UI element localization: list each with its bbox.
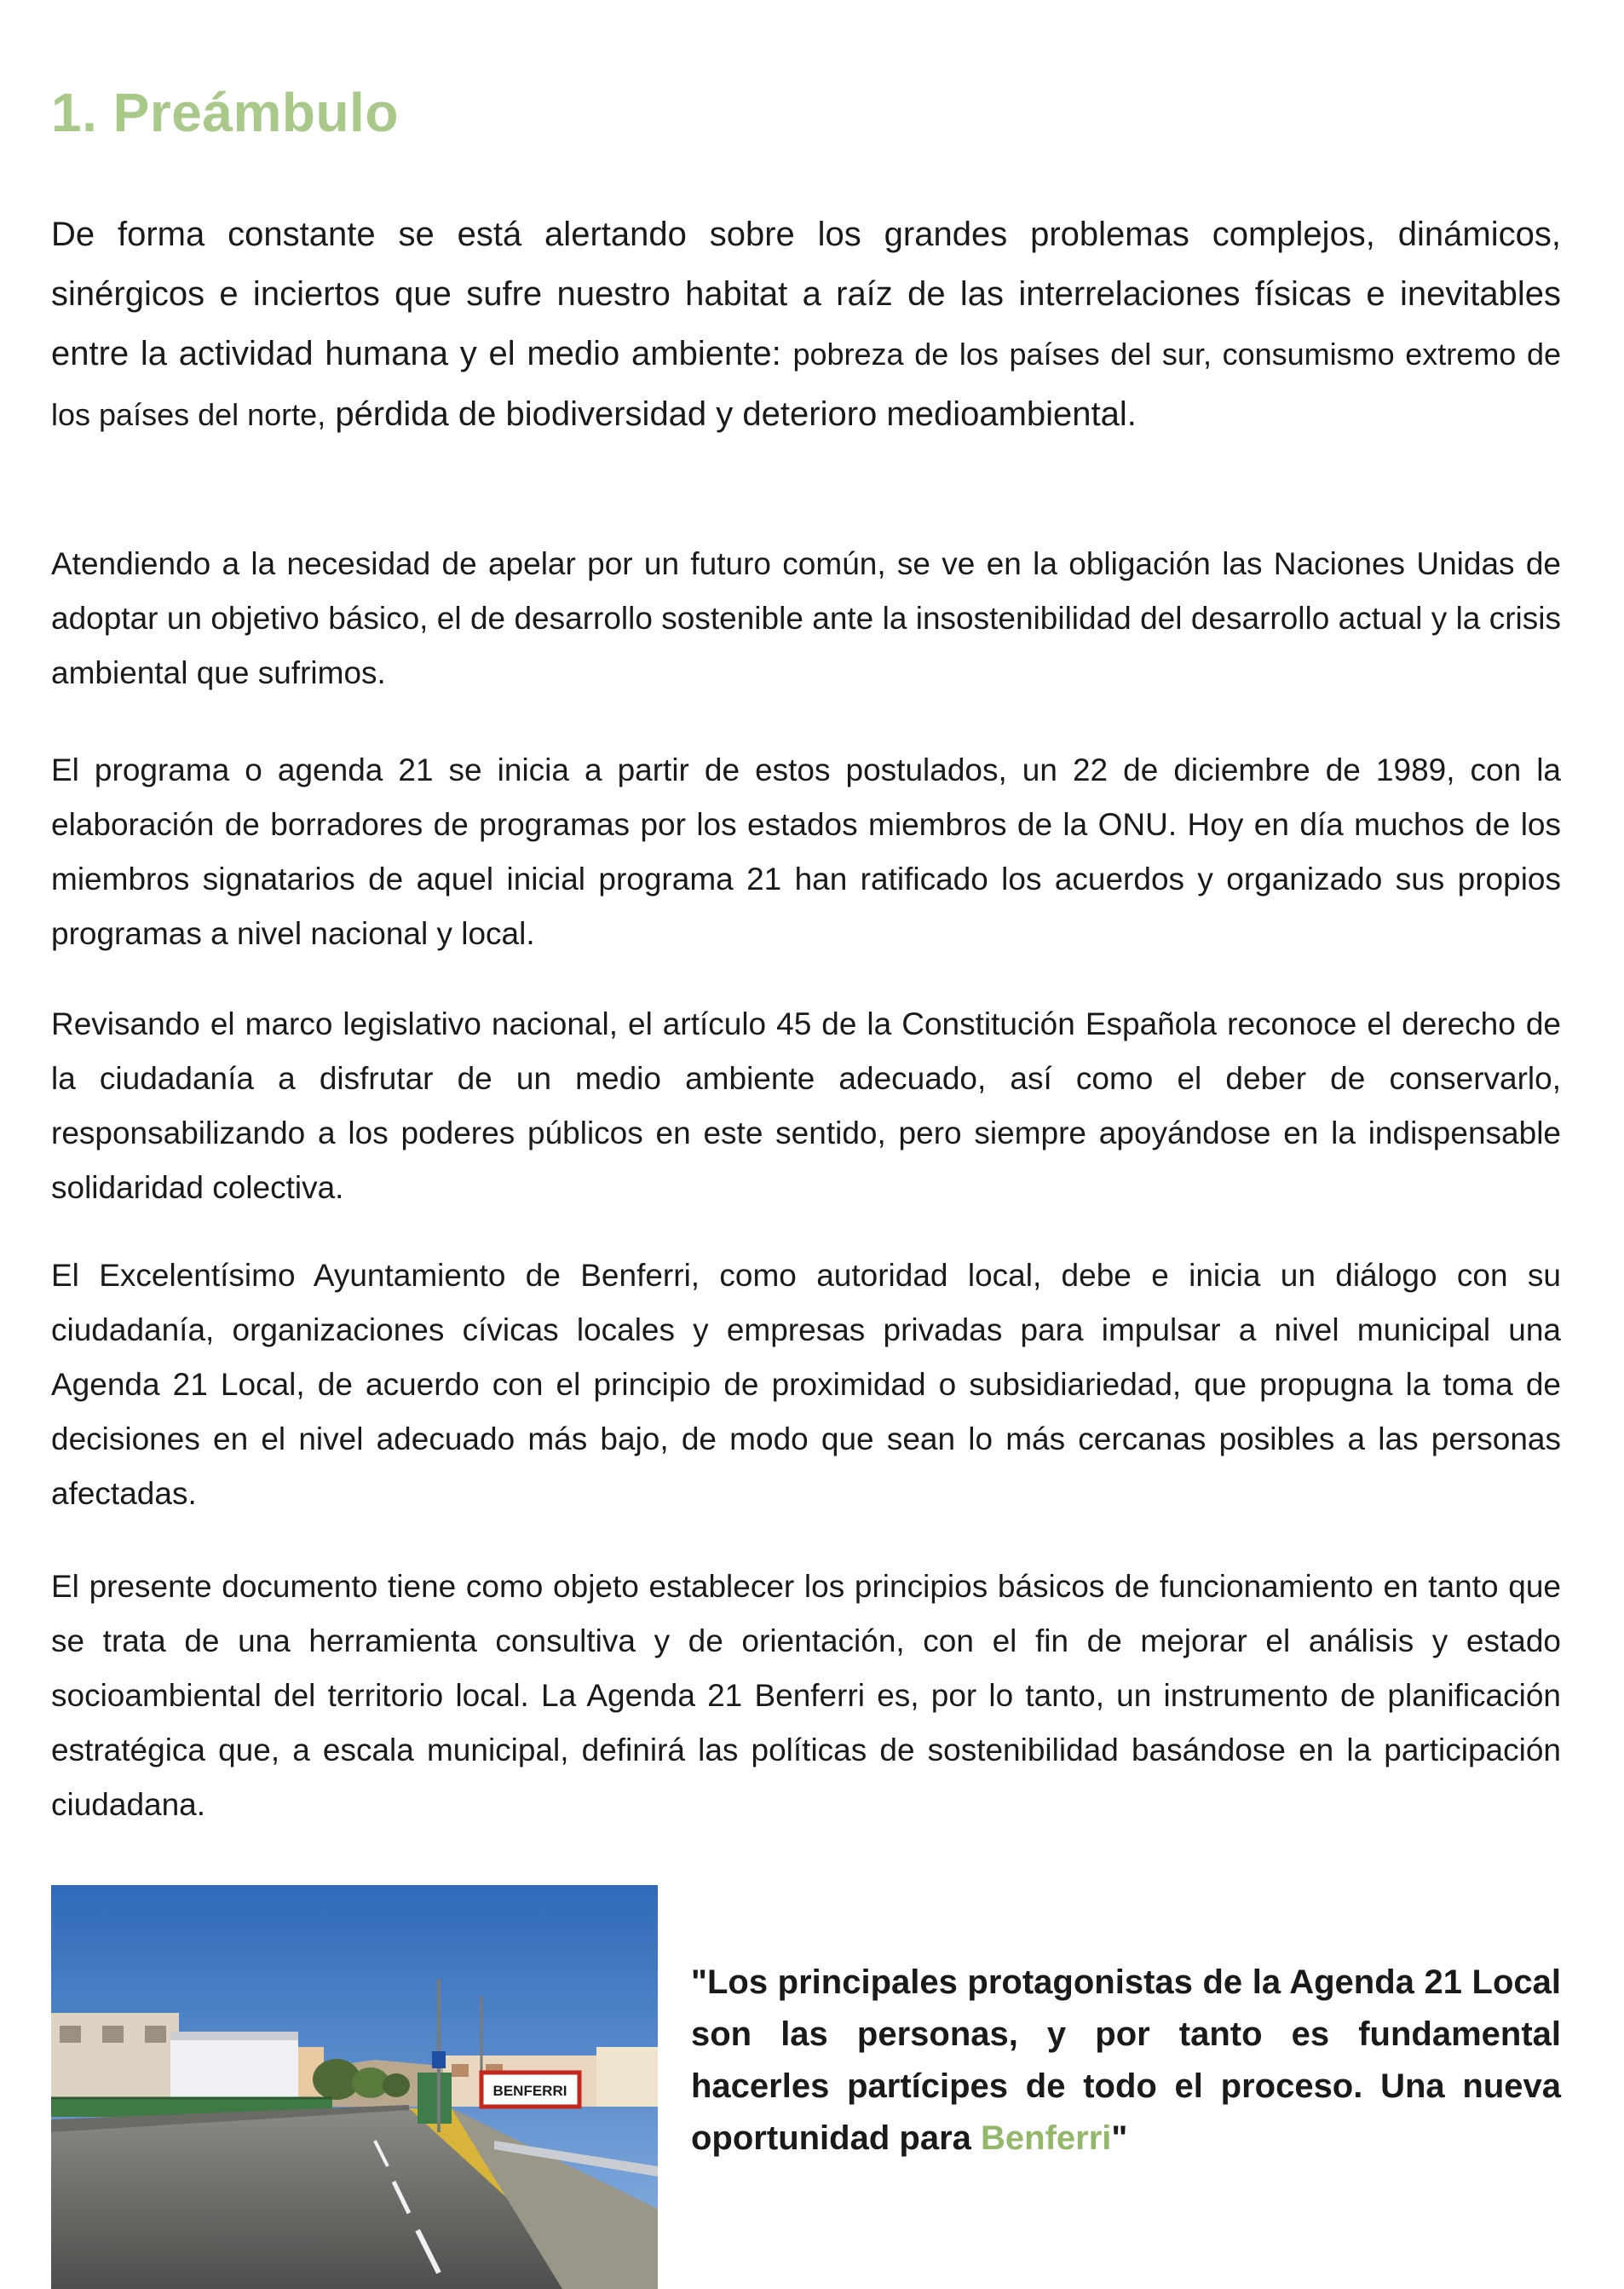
paragraph-intro-small: pobreza de los países del sur, consumismo extremo de los países del norte, xyxy=(51,337,1562,432)
quote-accent: Benferri xyxy=(981,2119,1112,2157)
paragraph-ayuntamiento: El Excelentísimo Ayuntamiento de Benferri, como autoridad local, debe e inicia un diálogo con su ciudadanía, organizaciones cívicas locales y empresas privadas para impulsar a nivel municipal una Agenda 21 Local, de acuerdo con el principio de proximidad o subsidiariedad, que propugna la toma de decisiones en el nivel adecuado más bajo, de modo que sean lo más cercanas posibles a las personas afectadas. xyxy=(51,1258,1561,1511)
photo-illustration xyxy=(51,1885,658,2289)
paragraph-intro xyxy=(51,205,1561,445)
paragraph-agenda-21: El programa o agenda 21 se inicia a partir de estos postulados, un 22 de diciembre de 1989, con la elaboración de borradores de programas por los estados miembros de la ONU. Hoy en día muchos de los miembros signatarios de aquel inicial programa 21 han ratificado los acuerdos y organizado sus propios programas a nivel nacional y local. xyxy=(51,752,1561,951)
paragraph-naciones-unidas: Atendiendo a la necesidad de apelar por un futuro común, se ve en la obligación las Naciones Unidas de adoptar un objetivo básico, el de desarrollo sostenible ante la insostenibilidad del desarrollo actual y la crisis ambiental que sufrimos. xyxy=(51,546,1561,690)
benferri-road-photo xyxy=(51,1885,658,2289)
section-heading: 1. Preámbulo xyxy=(51,82,399,143)
highlighted-quote xyxy=(691,1957,1561,2165)
paragraph-intro-main: De forma constante se está alertando sobre los grandes problemas complejos, dinámicos, sinérgicos e inciertos que sufre nuestro habitat a raíz de las interrelaciones físicas e inevitables entre la actividad humana y el medio ambiente: xyxy=(51,216,1561,372)
quote-main: "Los principales protagonistas de la Agenda 21 Local son las personas, y por tanto es fundamental hacerles partícipes de todo el proceso. Una nueva oportunidad para xyxy=(691,1963,1561,2157)
paragraph-constitucion: Revisando el marco legislativo nacional, el artículo 45 de la Constitución Española reconoce el derecho de la ciudadanía a disfrutar de un medio ambiente adecuado, así como el deber de conservarlo, responsabilizando a los poderes públicos en este sentido, pero siempre apoyándose en la indispensable solidaridad colectiva. xyxy=(51,1006,1561,1205)
town-sign-text: BENFERRI xyxy=(492,2083,567,2099)
paragraph-objeto: El presente documento tiene como objeto establecer los principios básicos de funcionamiento en tanto que se trata de una herramienta consultiva y de orientación, con el fin de mejorar el análisis y estado socioambiental del territorio local. La Agenda 21 Benferri es, por lo tanto, un instrumento de planificación estratégica que, a escala municipal, definirá las políticas de sostenibilidad basándose en la participación ciudadana. xyxy=(51,1569,1561,1822)
paragraph-intro-end: pérdida de biodiversidad y deterioro medioambiental. xyxy=(325,395,1137,433)
quote-close: " xyxy=(1111,2119,1128,2157)
